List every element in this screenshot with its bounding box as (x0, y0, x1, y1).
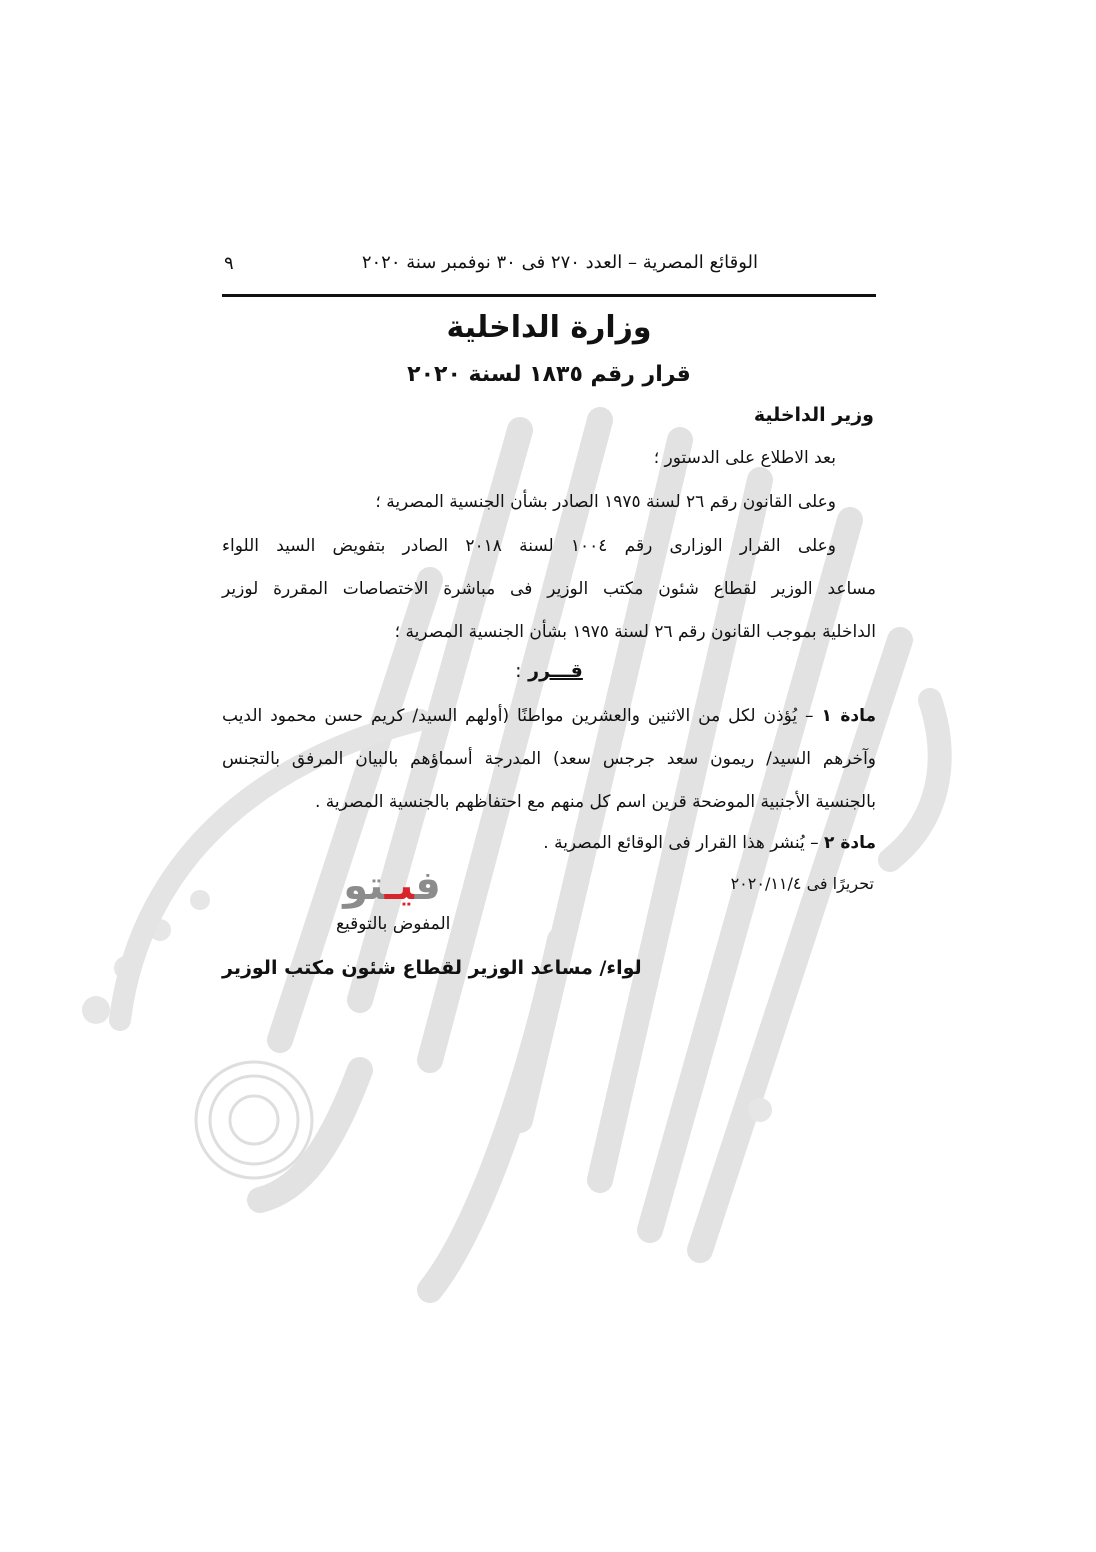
preamble-line: بعد الاطلاع على الدستور ؛ (653, 448, 836, 468)
decided-label: قـــرر (528, 660, 583, 682)
gazette-header-title: الوقائع المصرية – العدد ٢٧٠ فى ٣٠ نوفمبر سنة ٢٠٢٠ (361, 252, 758, 273)
preamble-line: مساعد الوزير لقطاع شئون مكتب الوزير فى مباشرة الاختصاصات المقررة لوزير (222, 579, 876, 599)
issue-date: تحريرًا فى ٢٠٢٠/١١/٤ (730, 874, 874, 893)
article-1-line: وآخرهم السيد/ ريمون سعد جرجس سعد) المدرجة أسماؤهم بالبيان المرفق بالتجنس (222, 749, 876, 769)
article-2-line (543, 833, 876, 853)
decided-heading (222, 660, 876, 682)
preamble-line: وعلى القانون رقم ٢٦ لسنة ١٩٧٥ الصادر بشأن الجنسية المصرية ؛ (375, 492, 836, 512)
logo-text-3: تو (343, 863, 385, 909)
article-2-label: مادة ٢ (824, 833, 876, 853)
article-1-line: بالجنسية الأجنبية الموضحة قرين اسم كل منهم مع احتفاظهم بالجنسية المصرية . (314, 792, 876, 812)
article-1-text: – يُؤذن لكل من الاثنين والعشرين مواطنًا (أولهم السيد/ كريم حسن محمود الديب (222, 706, 814, 726)
decided-colon: : (515, 660, 522, 682)
delegated-signatory: المفوض بالتوقيع (336, 914, 451, 934)
site-logo (322, 856, 462, 916)
page-number: ٩ (224, 253, 234, 274)
decree-title: قرار رقم ١٨٣٥ لسنة ٢٠٢٠ (407, 362, 691, 387)
preamble-line: وعلى القرار الوزارى رقم ١٠٠٤ لسنة ٢٠١٨ الصادر بتفويض السيد اللواء (222, 536, 836, 556)
article-1-line (222, 706, 876, 726)
preamble-line: الداخلية بموجب القانون رقم ٢٦ لسنة ١٩٧٥ بشأن الجنسية المصرية ؛ (394, 622, 876, 642)
article-1-label: مادة ١ (821, 706, 877, 726)
article-2-text: – يُنشر هذا القرار فى الوقائع المصرية . (543, 833, 819, 853)
minister-heading: وزير الداخلية (753, 404, 874, 426)
logo-text-2: يـ (384, 863, 415, 909)
ministry-title: وزارة الداخلية (446, 310, 652, 345)
header-divider (222, 294, 876, 297)
logo-text-1: ف (414, 863, 441, 909)
signer-title: لواء/ مساعد الوزير لقطاع شئون مكتب الوزير (222, 957, 642, 979)
